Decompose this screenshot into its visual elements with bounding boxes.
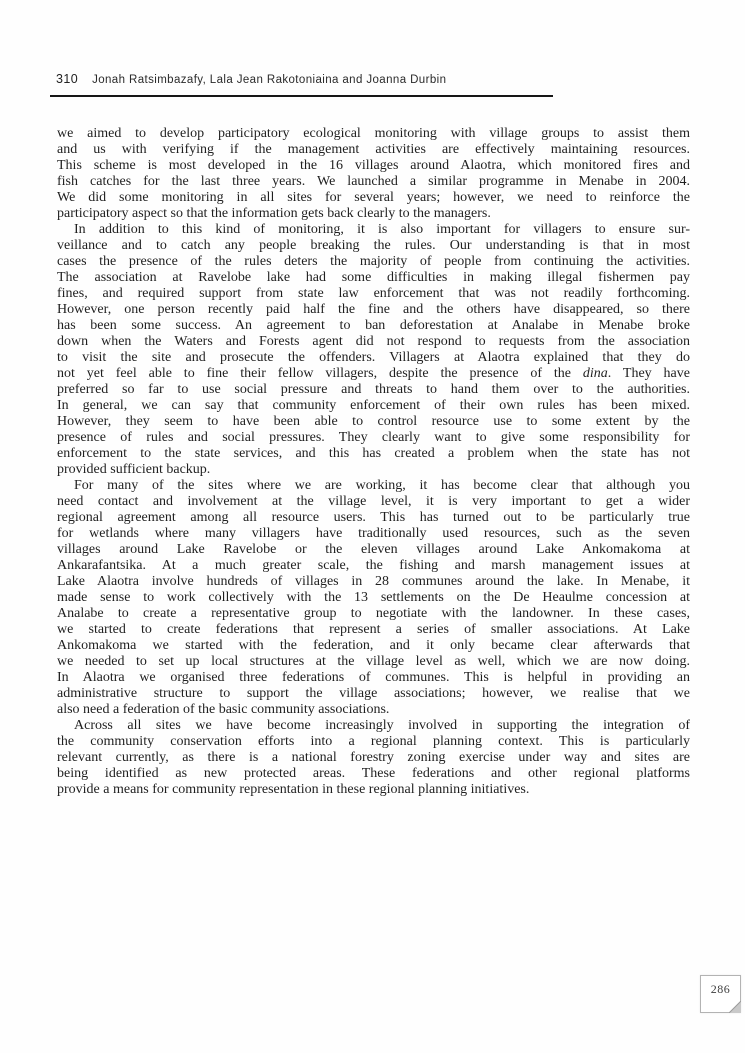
text-line: provide a means for community representation in these regional planning initiatives.: [57, 782, 530, 797]
text-line: We did some monitoring in all sites for several years; however, we need to reinforce the: [57, 190, 690, 205]
text-line: fines, and required support from state law enforcement that was not readily forthcoming.: [57, 286, 690, 301]
text-line: For many of the sites where we are working, it has become clear that although you: [74, 478, 690, 493]
text-line: need contact and involvement at the village level, it is very important to get a wider: [57, 494, 690, 509]
text-line: In Alaotra we organised three federations of communes. This is helpful in providing an: [57, 670, 690, 685]
text-line: villages around Lake Ravelobe or the eleven villages around Lake Ankomakoma at: [57, 542, 690, 557]
text-line: fish catches for the last three years. We launched a similar programme in Menabe in 2004.: [57, 174, 690, 189]
header-authors: Jonah Ratsimbazafy, Lala Jean Rakotoniaina and Joanna Durbin: [92, 74, 447, 86]
text-line: cases the presence of the rules deters the majority of people from continuing the activities.: [57, 254, 690, 269]
text-line: However, one person recently paid half the fine and the others have disappeared, so there: [57, 302, 690, 317]
text-line: we needed to set up local structures at the village level as well, which we are now doing.: [57, 654, 690, 669]
page-number-tab: [700, 975, 741, 1013]
text-line: has been some success. An agreement to ban deforestation at Analabe in Menabe broke: [57, 318, 690, 333]
text-line: administrative structure to support the village associations; however, we realise that we: [57, 686, 690, 701]
text-line: not yet feel able to fine their fellow villagers, despite the presence of the dina. They have: [57, 366, 690, 381]
text-line: Ankomakoma we started with the federation, and it only became clear afterwards that: [57, 638, 690, 653]
text-line: for wetlands where many villagers have traditionally used resources, such as the seven: [57, 526, 690, 541]
text-line: However, they seem to have been able to control resource use to some extent by the: [57, 414, 690, 429]
text-line: also need a federation of the basic community associations.: [57, 702, 390, 717]
text-line: to visit the site and prosecute the offenders. Villagers at Alaotra explained that they do: [57, 350, 690, 365]
text-line: enforcement to the state services, and this has created a problem when the state has not: [57, 446, 690, 461]
page-header: [56, 72, 696, 86]
text-line: we aimed to develop participatory ecological monitoring with village groups to assist them: [57, 126, 690, 141]
text-line: In addition to this kind of monitoring, it is also important for villagers to ensure sur-: [74, 222, 690, 237]
text-line: Ankarafantsika. At a much greater scale, the fishing and marsh management issues at: [57, 558, 690, 573]
text-line: In general, we can say that community enforcement of their own rules has been mixed.: [57, 398, 690, 413]
text-line: veillance and to catch any people breaking the rules. Our understanding is that in most: [57, 238, 690, 253]
text-line: regional agreement among all resource users. This has turned out to be particularly true: [57, 510, 690, 525]
folded-corner-icon: [729, 1001, 741, 1013]
body-text: [57, 126, 690, 798]
text-line: relevant currently, as there is a national forestry zoning exercise under way and sites are: [57, 750, 690, 765]
text-line: made sense to work collectively with the 13 settlements on the De Heaulme concession at: [57, 590, 690, 605]
text-line: presence of rules and social pressures. They clearly want to give some responsibility for: [57, 430, 690, 445]
text-line: being identified as new protected areas. These federations and other regional platforms: [57, 766, 690, 781]
text-line: the community conservation efforts into a regional planning context. This is particularly: [57, 734, 690, 749]
text-line: Lake Alaotra involve hundreds of villages in 28 communes around the lake. In Menabe, it: [57, 574, 690, 589]
header-page-number: 310: [56, 72, 79, 86]
text-line: and us with verifying if the management activities are effectively maintaining resources.: [57, 142, 690, 157]
tab-page-number: 286: [710, 982, 731, 996]
text-line: participatory aspect so that the information gets back clearly to the managers.: [57, 206, 491, 221]
text-line: Analabe to create a representative group to negotiate with the landowner. In these cases,: [57, 606, 690, 621]
text-line: preferred so far to use social pressure and threats to hand them over to the authorities.: [57, 382, 690, 397]
text-line: This scheme is most developed in the 16 villages around Alaotra, which monitored fires and: [57, 158, 690, 173]
text-line: The association at Ravelobe lake had some difficulties in making illegal fishermen pay: [57, 270, 690, 285]
header-rule: [50, 95, 553, 97]
text-line: provided sufficient backup.: [57, 462, 211, 477]
text-line: we started to create federations that represent a series of smaller associations. At Lake: [57, 622, 690, 637]
text-line: down when the Waters and Forests agent did not respond to requests from the association: [57, 334, 690, 349]
text-line: Across all sites we have become increasingly involved in supporting the integration of: [74, 718, 690, 733]
